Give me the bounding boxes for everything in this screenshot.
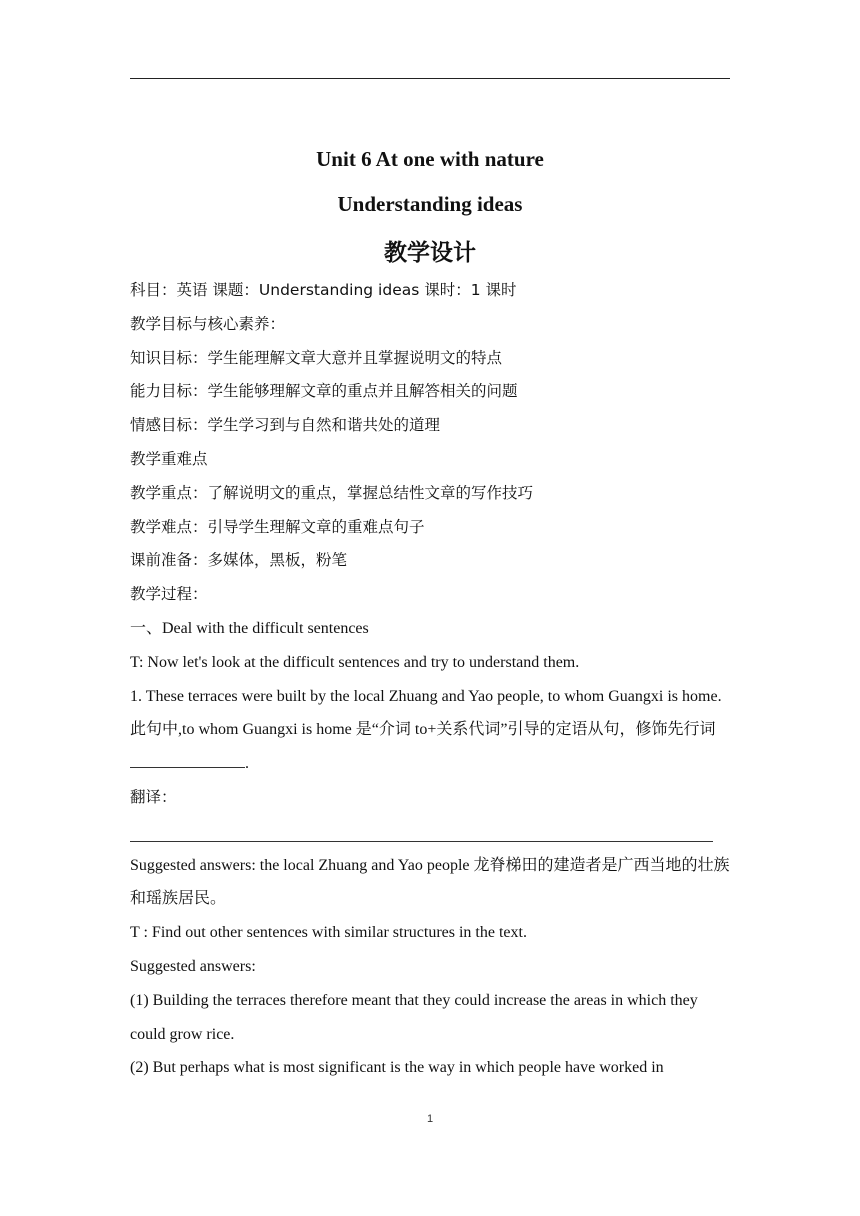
- document-body: [130, 274, 730, 1085]
- sentence-1: 1. These terraces were built by the local Zhuang and Yao people, to whom Guangxi is home.: [130, 687, 722, 705]
- grammar-note: [130, 713, 730, 781]
- example-sentence-1: (1) Building the terraces therefore meant that they could increase the areas in which they could grow rice.: [130, 991, 698, 1043]
- grammar-note-end: .: [245, 755, 249, 773]
- goal-emotion: 情感目标：学生学习到与自然和谐共处的道理: [130, 416, 441, 435]
- unit-title: Unit 6 At one with nature: [316, 147, 544, 171]
- translate-label: 翻译：: [130, 787, 177, 806]
- design-title: 教学设计: [384, 240, 476, 266]
- page-number: 1: [426, 1113, 434, 1125]
- header-rule: [130, 78, 730, 79]
- suggested-label: Suggested answers:: [130, 957, 256, 975]
- difficult-point: 教学难点：引导学生理解文章的重难点句子: [130, 517, 425, 536]
- teacher-intro: T: Now let's look at the difficult sentences and try to understand them.: [130, 653, 580, 671]
- answer-blank: [130, 749, 245, 768]
- key-point: 教学重点：了解说明文的重点，掌握总结性文章的写作技巧: [130, 483, 534, 502]
- suggested-answer-1: Suggested answers: the local Zhuang and Yao people 龙脊梯田的建造者是广西当地的壮族和瑶族居民。: [130, 856, 730, 908]
- lesson-title: Understanding ideas: [337, 192, 523, 216]
- step1-heading: 一、Deal with the difficult sentences: [130, 619, 369, 637]
- goal-ability: 能力目标：学生能够理解文章的重点并且解答相关的问题: [130, 382, 518, 401]
- goals-heading: 教学目标与核心素养：: [130, 314, 286, 333]
- preparation: 课前准备：多媒体，黑板，粉笔: [130, 551, 348, 570]
- teacher-find: T : Find out other sentences with similar structures in the text.: [130, 924, 527, 942]
- example-sentence-2: (2) But perhaps what is most significant is the way in which people have worked in: [130, 1059, 664, 1077]
- grammar-note-text: 此句中,to whom Guangxi is home 是“介词 to+关系代词”引导的定语从句，修饰先行词: [130, 721, 716, 739]
- process-heading: 教学过程：: [130, 585, 208, 604]
- subject-line: 科目：英语 课题：Understanding ideas 课时：1 课时: [130, 281, 517, 299]
- key-heading: 教学重难点: [130, 449, 208, 468]
- goal-knowledge: 知识目标：学生能理解文章大意并且掌握说明文的特点: [130, 348, 503, 367]
- translation-answer-line: [130, 815, 730, 849]
